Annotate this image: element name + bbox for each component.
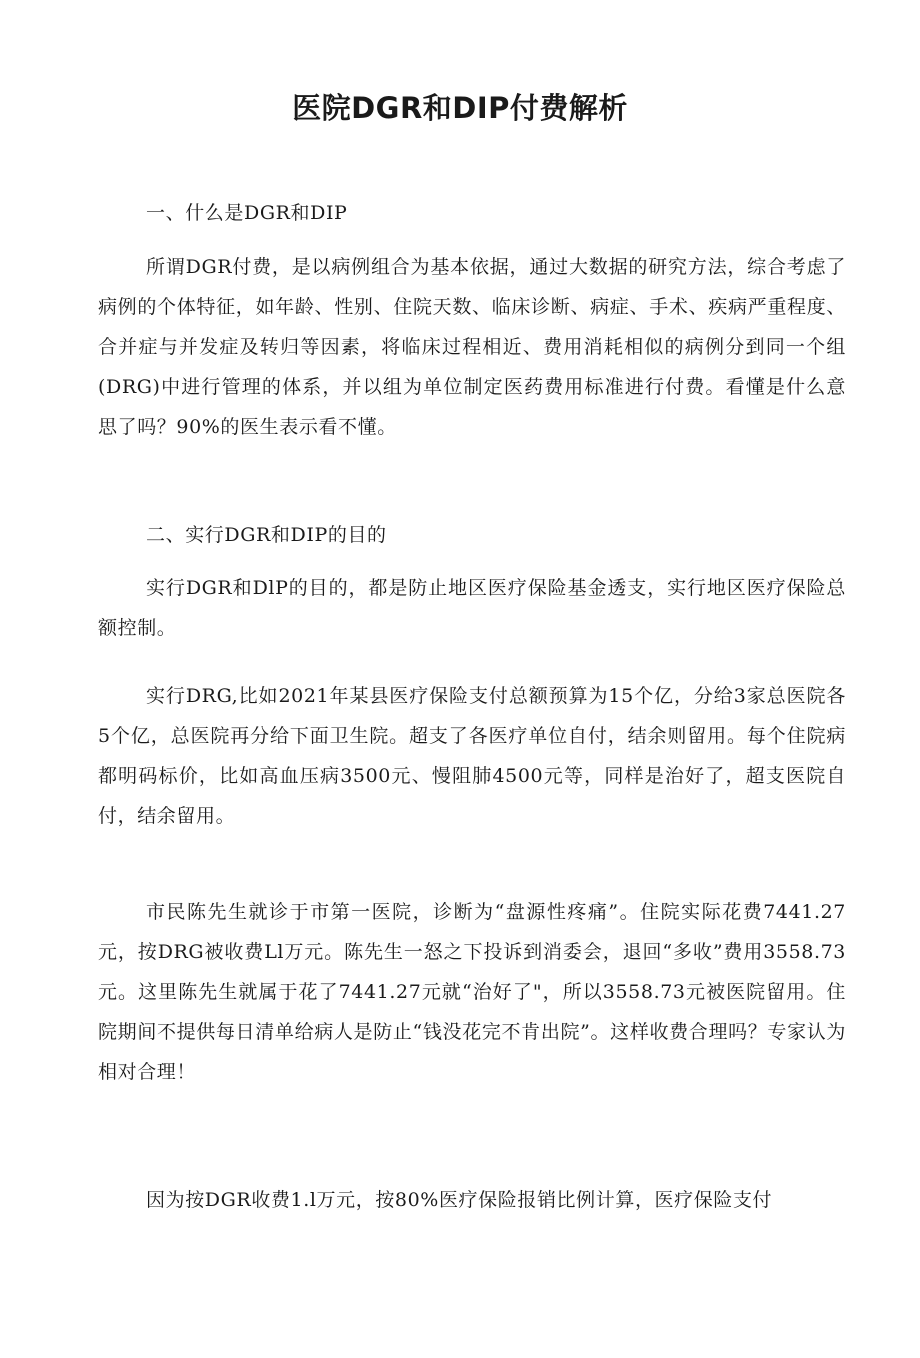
document-title: 医院DGR和DIP付费解析 (292, 91, 628, 125)
paragraph-3 (98, 676, 846, 836)
paragraph-3-text: 实行DRG,比如2021年某县医疗保险支付总额预算为15个亿，分给3家总医院各5个亿，总医院再分给下面卫生院。超支了各医疗单位自付，结余则留用。每个住院病都明码标价，比如高血压病3500元、慢阻肺4500元等，同样是治好了，超支医院自付，结余留用。 (98, 685, 846, 827)
paragraph-2 (98, 568, 846, 648)
section-heading-2 (98, 515, 846, 555)
section-heading-1-text: 一、什么是DGR和DIP (146, 202, 348, 224)
paragraph-4-text: 市民陈先生就诊于市第一医院，诊断为“盘源性疼痛”。住院实际花费7441.27元，按DRG被收费Ll万元。陈先生一怒之下投诉到消委会，退回“多收”费用3558.73元。这里陈先生就属于花了7441.27元就“治好了"，所以3558.73元被医院留用。住院期间不提供每日清单给病人是防止“钱没花完不肯出院”。这样收费合理吗？专家认为相对合理！ (98, 901, 846, 1083)
paragraph-2-text: 实行DGR和DlP的目的，都是防止地区医疗保险基金透支，实行地区医疗保险总额控制。 (98, 577, 846, 639)
section-heading-2-text: 二、实行DGR和DIP的目的 (146, 524, 387, 546)
paragraph-5-text: 因为按DGR收费1.l万元，按80%医疗保险报销比例计算，医疗保险支付 (146, 1189, 773, 1211)
section-heading-1 (98, 193, 846, 233)
paragraph-5 (98, 1180, 846, 1220)
paragraph-4 (98, 892, 846, 1092)
paragraph-1 (98, 247, 846, 447)
paragraph-1-text: 所谓DGR付费，是以病例组合为基本依据，通过大数据的研究方法，综合考虑了病例的个体特征，如年龄、性别、住院天数、临床诊断、病症、手术、疾病严重程度、合并症与并发症及转归等因素，将临床过程相近、费用消耗相似的病例分到同一个组(DRG)中进行管理的体系，并以组为单位制定医药费用标准进行付费。看懂是什么意思了吗？90%的医生表示看不懂。 (98, 256, 846, 438)
